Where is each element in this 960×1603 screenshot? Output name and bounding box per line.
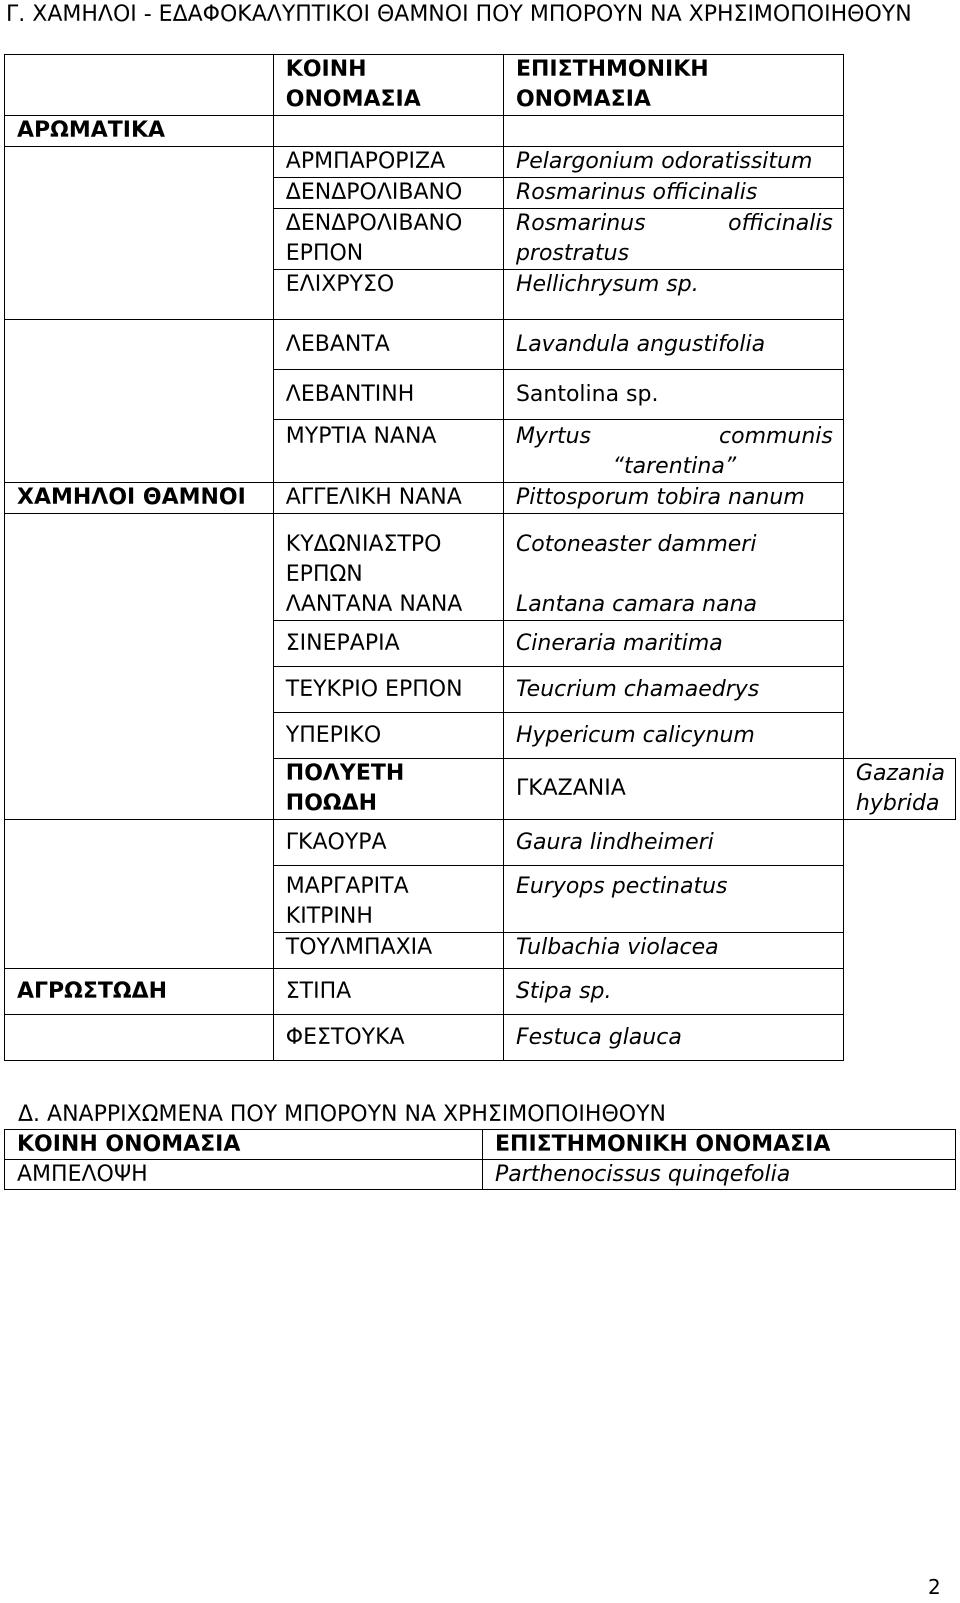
section-d-title: Δ. ΑΝΑΡΡΙΧΩΜΕΝΑ ΠΟΥ ΜΠΟΡΟΥΝ ΝΑ ΧΡΗΣΙΜΟΠΟΙΗΘΟΥΝ	[18, 1102, 666, 1127]
climbers-table	[4, 1129, 956, 1190]
scientific-name: Gazania hybrida	[843, 759, 955, 820]
common-name: ΑΡΜΠΑΡΟΡΙΖΑ	[273, 147, 503, 178]
scientific-name: Hellichrysum sp.	[503, 270, 843, 320]
table-row	[5, 969, 956, 1015]
scientific-name: Lavandula angustifolia	[503, 320, 843, 370]
common-name: ΣΤΙΠΑ	[273, 969, 503, 1015]
table-cell	[5, 55, 274, 116]
scientific-name: Pelargonium odoratissitum	[503, 147, 843, 178]
table-row	[5, 483, 956, 514]
common-name: ΤΟΥΛΜΠΑΧΙΑ	[273, 933, 503, 969]
header-scientific-name: ΕΠΙΣΤΗΜΟΝΙΚΗ ΟΝΟΜΑΣΙΑ	[483, 1130, 956, 1160]
low-shrubs-table	[4, 54, 956, 1061]
table-cell	[503, 116, 843, 147]
header-scientific-name: ΕΠΙΣΤΗΜΟΝΙΚΗ ΟΝΟΜΑΣΙΑ	[503, 55, 843, 116]
scientific-name: Rosmarinus officinalis	[503, 178, 843, 209]
table-row	[5, 514, 956, 621]
common-name: ΑΜΠΕΛΟΨΗ	[5, 1160, 483, 1190]
scientific-name: Hypericum calicynum	[503, 713, 843, 759]
common-name: ΚΥΔΩΝΙΑΣΤΡΟ ΕΡΠΩΝ ΛΑΝΤΑΝΑ ΝΑΝΑ	[273, 514, 503, 621]
table-row	[5, 1160, 956, 1190]
common-name: ΕΛΙΧΡΥΣΟ	[273, 270, 503, 320]
scientific-name: Pittosporum tobira nanum	[503, 483, 843, 514]
common-name: ΓΚΑΟΥΡΑ	[273, 820, 503, 866]
page-number: 2	[928, 1575, 941, 1599]
table-cell	[5, 514, 274, 820]
scientific-name: Cotoneaster dammeri Lantana camara nana	[503, 514, 843, 621]
common-name: ΔΕΝΔΡΟΛΙΒΑΝΟ ΕΡΠΟΝ	[273, 209, 503, 270]
table-row	[5, 147, 956, 178]
scientific-name: Teucrium chamaedrys	[503, 667, 843, 713]
scientific-name: Tulbachia violacea	[503, 933, 843, 969]
common-name: ΤΕΥΚΡΙΟ ΕΡΠΟΝ	[273, 667, 503, 713]
common-name: ΜΥΡΤΙΑ ΝΑΝΑ	[273, 420, 503, 483]
common-name: ΛΕΒΑΝΤΙΝΗ	[273, 370, 503, 420]
category-label: ΧΑΜΗΛΟΙ ΘΑΜΝΟΙ	[5, 483, 274, 514]
table-cell	[5, 147, 274, 320]
category-label: ΠΟΛΥΕΤΗ ΠΟΩΔΗ	[273, 759, 503, 820]
table-cell	[5, 820, 274, 969]
scientific-name: Santolina sp.	[503, 370, 843, 420]
scientific-name: Rosmarinus officinalis prostratus	[503, 209, 843, 270]
header-common-name: ΚΟΙΝΗ ΟΝΟΜΑΣΙΑ	[273, 55, 503, 116]
header-common-name: ΚΟΙΝΗ ΟΝΟΜΑΣΙΑ	[5, 1130, 483, 1160]
table-row	[5, 1015, 956, 1061]
table-cell	[5, 320, 274, 483]
table-cell	[5, 1015, 274, 1061]
common-name: ΣΙΝΕΡΑΡΙΑ	[273, 621, 503, 667]
common-name: ΑΓΓΕΛΙΚΗ ΝΑΝΑ	[273, 483, 503, 514]
common-name: ΥΠΕΡΙΚΟ	[273, 713, 503, 759]
common-name: ΦΕΣΤΟΥΚΑ	[273, 1015, 503, 1061]
table-cell	[273, 116, 503, 147]
scientific-name: Gaura lindheimeri	[503, 820, 843, 866]
common-name: ΜΑΡΓΑΡΙΤΑ ΚΙΤΡΙΝΗ	[273, 866, 503, 933]
scientific-name: Cineraria maritima	[503, 621, 843, 667]
scientific-name: Festuca glauca	[503, 1015, 843, 1061]
category-label: ΑΓΡΩΣΤΩΔΗ	[5, 969, 274, 1015]
category-label: ΑΡΩΜΑΤΙΚΑ	[5, 116, 274, 147]
scientific-name: Myrtus communis “tarentina”	[503, 420, 843, 483]
table-header-row	[5, 1130, 956, 1160]
table-row	[5, 320, 956, 370]
section-g-title: Γ. ΧΑΜΗΛΟΙ - ΕΔΑΦΟΚΑΛΥΠΤΙΚΟΙ ΘΑΜΝΟΙ ΠΟΥ ΜΠΟΡΟΥΝ ΝΑ ΧΡΗΣΙΜΟΠΟΙΗΘΟΥΝ	[6, 2, 912, 27]
common-name: ΓΚΑΖΑΝΙΑ	[503, 759, 843, 820]
scientific-name: Euryops pectinatus	[503, 866, 843, 933]
table-row	[5, 116, 956, 147]
common-name: ΛΕΒΑΝΤΑ	[273, 320, 503, 370]
table-header-row	[5, 55, 956, 116]
scientific-name: Parthenocissus quinqefolia	[483, 1160, 956, 1190]
common-name: ΔΕΝΔΡΟΛΙΒΑΝΟ	[273, 178, 503, 209]
scientific-name: Stipa sp.	[503, 969, 843, 1015]
table-row	[5, 820, 956, 866]
